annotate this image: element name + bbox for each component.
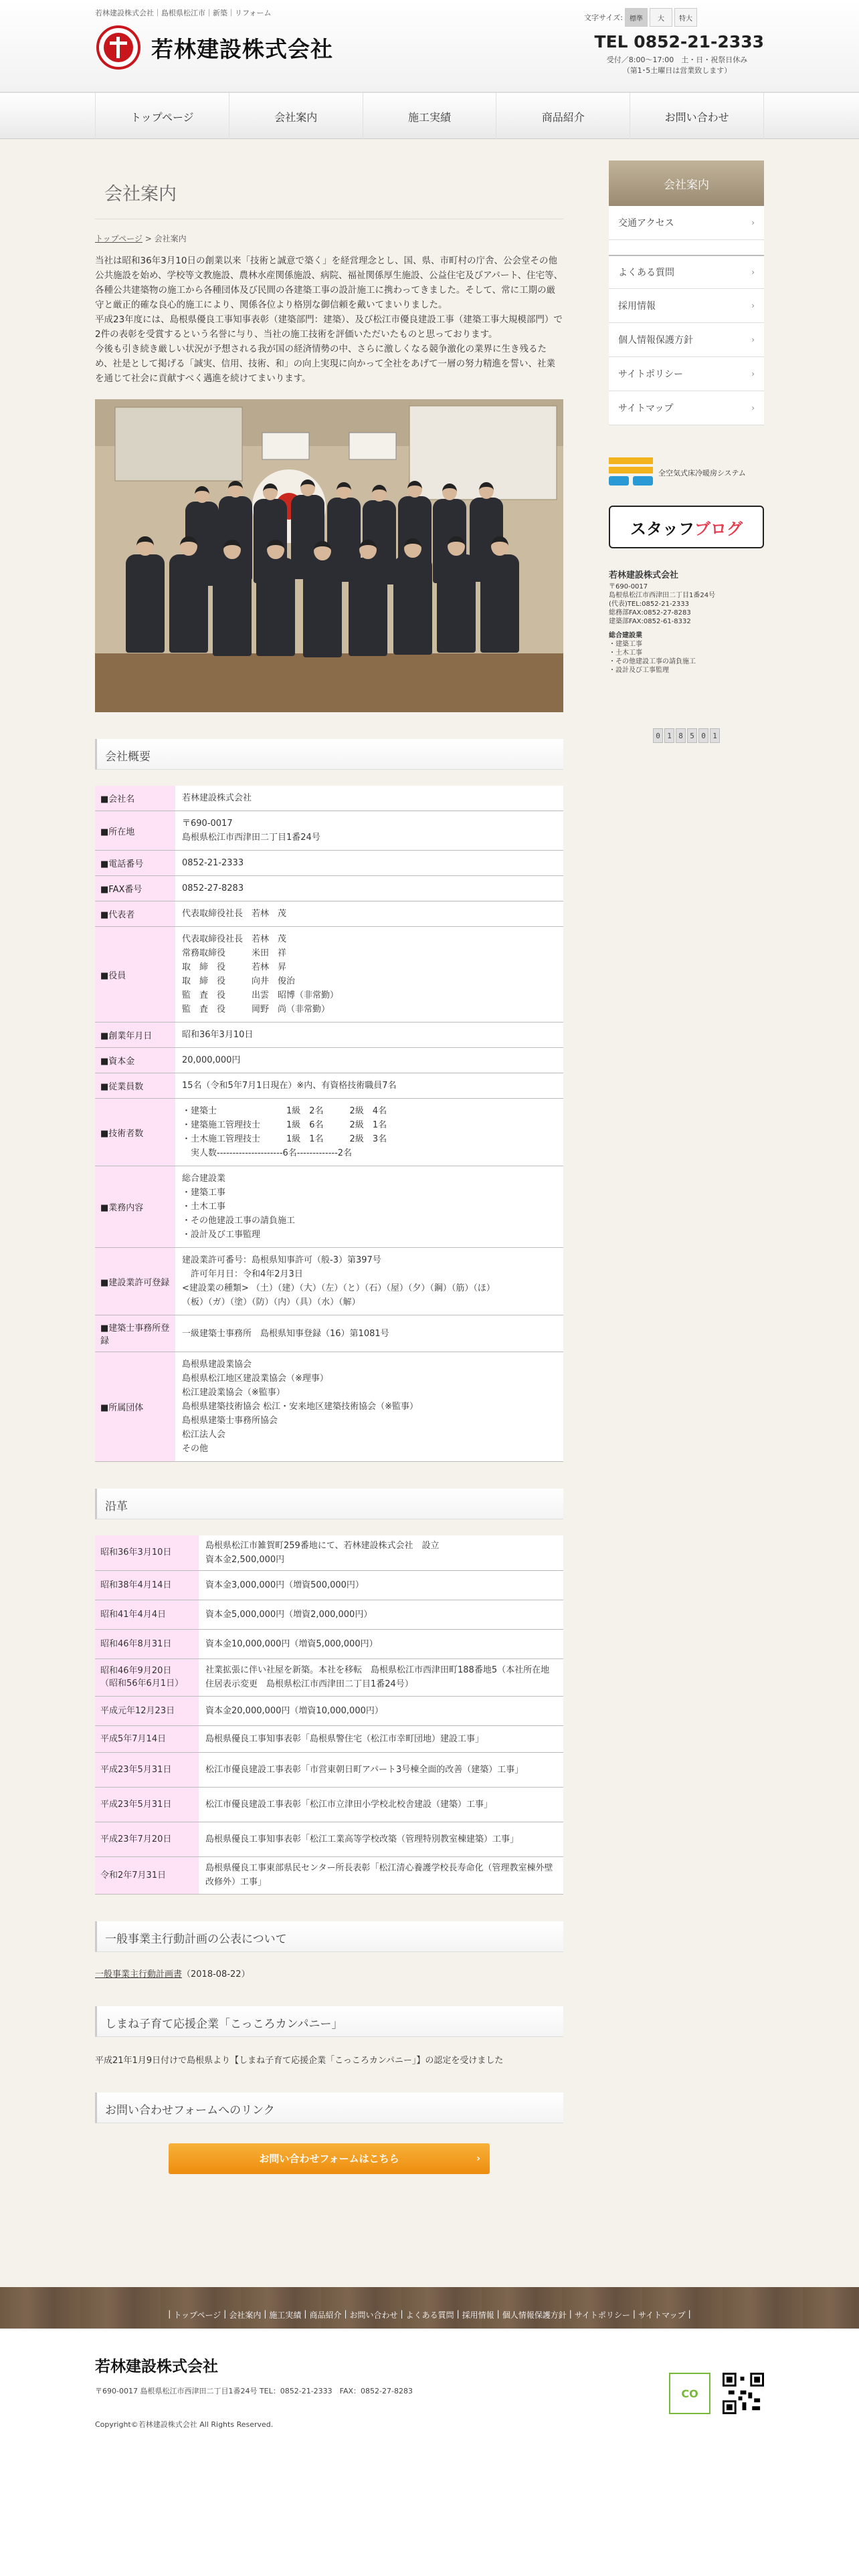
overview-value: 建設業許可番号：島根県知事許可（般-3）第397号 許可年月日：令和4年2月3日 <建設業の種類> （土）（建）（大）（左）（と）（石）（屋）（夕）（鋼）（筋）（ほ） （板）（ガ）（塗）（防）（内）（具）（水）（解） [175,1248,563,1315]
overview-label: ■創業年月日 [95,1023,175,1048]
floor-heating-banner-text: 全空気式床冷暖房システム [658,469,746,477]
footer-link-separator: | [632,2309,636,2319]
overview-row [95,1166,563,1248]
footer-link-separator: | [264,2309,267,2319]
sidebar [609,160,764,2174]
history-row [95,1658,563,1696]
overview-value: 20,000,000円 [175,1048,563,1073]
sidebar-address: 島根県松江市西津田二丁目1番24号 [609,592,716,599]
footer-link[interactable]: 商品紹介 [309,2311,342,2320]
floor-heating-banner[interactable] [609,457,764,488]
history-date: 平成23年5月31日 [95,1787,199,1822]
history-event: 島根県優良工事知事表彰「松江工業高等学校改築（管理特別教室棟建築）工事」 [199,1822,563,1856]
chevron-right-icon: › [476,2153,480,2164]
person-silhouette [180,536,197,556]
history-event: 松江市優良建設工事表彰「市営東朝日町アパート3号棟全面的改善（建築）工事」 [199,1752,563,1787]
company-history-table [95,1535,563,1895]
person-silhouette [349,558,388,656]
breadcrumb-home-link[interactable]: トップページ [95,234,142,243]
sidebar-fax-1: 総務部FAX:0852-27-8283 [609,609,691,617]
overview-row [95,1099,563,1166]
sidebar-business-item: ・その他建設工事の請負施工 [609,658,696,665]
history-date: 昭和46年9月20日 （昭和56年6月1日） [95,1658,199,1696]
history-heading: 沿革 [95,1489,563,1519]
history-date: 平成23年5月31日 [95,1752,199,1787]
kokoro-text: 平成21年1月9日付けで島根県より【しまね子育て応援企業「こっころカンパニー」】の認定を受けました [95,2055,504,2066]
history-row [95,1535,563,1570]
person-silhouette [491,536,508,556]
blog-banner-text-2: ブログ [694,519,743,538]
overview-value: 一級建築士事務所 島根県知事登録（16）第1081号 [175,1315,563,1352]
sidebar-menu [609,206,764,425]
hours-line-2: （第1･5土曜日は営業致します） [622,66,732,75]
footer-link-separator: | [496,2309,500,2319]
sidebar-item-privacy[interactable] [609,323,764,357]
overview-label: ■電話番号 [95,851,175,876]
overview-value: 0852-21-2333 [175,851,563,876]
chevron-right-icon: › [751,369,755,379]
footer-link[interactable]: サイトポリシー [574,2311,630,2320]
person-silhouette [169,554,209,653]
page-title: 会社案内 [95,160,563,219]
history-date: 平成5年7月14日 [95,1725,199,1752]
person-silhouette [393,556,433,655]
font-size-label: 文字サイズ: [584,13,623,22]
history-row [95,1600,563,1629]
footer-link-separator: | [344,2309,347,2319]
overview-label: ■技術者数 [95,1099,175,1166]
breadcrumb [95,233,563,244]
footer-link[interactable]: 個人情報保護方針 [502,2311,567,2320]
sidebar-business-title: 総合建設業 [609,632,642,639]
sidebar-company-name: 若林建設株式会社 [609,570,679,580]
co2-badge-text: CO [681,2387,698,2400]
footer-link-separator: | [456,2309,460,2319]
action-plan-row [95,1967,563,1979]
counter-digit: 0 [653,728,663,743]
contact-form-button-label: お問い合わせフォームはこちら [259,2153,399,2165]
footer-link-separator: | [223,2309,227,2319]
person-silhouette [223,540,240,559]
nav-item-company[interactable]: 会社案内 [229,93,363,140]
footer-link-separator: | [400,2309,403,2319]
overview-value: 総合建設業 ・建築工事 ・土木工事 ・その他建設工事の請負施工 ・設計及び工事監理 [175,1166,563,1248]
sidebar-item-faq[interactable] [609,255,764,289]
footer-company-name: 若林建設株式会社 [95,2358,218,2375]
site-logo[interactable] [96,25,333,70]
site-footer [0,2329,859,2555]
counter-digit: 0 [698,728,708,743]
sidebar-item-site-policy[interactable] [609,357,764,391]
sidebar-item-label: 個人情報保護方針 [618,335,693,346]
footer-nav-bar [0,2287,859,2329]
person-silhouette [314,541,330,560]
chevron-right-icon: › [751,301,755,310]
action-plan-date: （2018-08-22） [182,1969,250,1979]
sidebar-item-label: サイトポリシー [618,369,684,380]
sidebar-item-recruit[interactable] [609,289,764,323]
sidebar-business-item: ・土木工事 [609,649,642,657]
overview-label: ■建設業許可登録 [95,1248,175,1315]
overview-row [95,901,563,927]
counter-digit: 1 [664,728,674,743]
footer-link-separator: | [304,2309,307,2319]
logo-mark-icon [96,25,140,70]
history-event: 資本金20,000,000円（増資10,000,000円） [199,1696,563,1725]
overview-row [95,927,563,1023]
overview-row [95,1023,563,1048]
person-silhouette [372,485,387,502]
staff-blog-banner[interactable] [609,506,764,548]
overview-value: 代表取締役社長 若林 茂 常務取締役 米田 祥 取 締 役 若林 昇 取 締 役 向井 俊治 監 査 役 出雲 昭博（非常勤） 監 査 役 岡野 尚（非常勤） [175,927,563,1023]
font-size-xlarge-button[interactable]: 特大 [674,8,697,27]
history-event: 資本金3,000,000円（増資500,000円） [199,1570,563,1600]
person-silhouette [126,554,165,653]
overview-row [95,851,563,876]
person-silhouette [359,540,376,559]
nav-item-works[interactable]: 施工実績 [363,93,496,140]
header-contact [590,32,764,76]
chevron-right-icon: › [751,403,755,413]
history-row [95,1787,563,1822]
main-content [95,160,563,2174]
footer-link[interactable]: サイトマップ [638,2311,686,2320]
overview-row [95,1315,563,1352]
nav-item-products[interactable]: 商品紹介 [496,93,630,140]
chevron-right-icon: › [751,335,755,344]
footer-address: 〒690-0017 島根県松江市西津田二丁目1番24号 TEL：0852-21-2333 FAX：0852-27-8283 [95,2387,413,2395]
company-name: 若林建設株式会社 [151,35,333,62]
sidebar-item-label: よくある質問 [618,267,674,278]
history-row [95,1856,563,1894]
font-size-switcher [584,8,697,27]
person-silhouette [480,554,520,653]
sidebar-item-sitemap[interactable] [609,391,764,425]
kokoro-heading: しまね子育て応援企業「こっころカンパニー」 [95,2006,563,2037]
sidebar-zip: 〒690-0017 [609,583,648,591]
history-event: 島根県優良工事知事表彰「島根県警住宅（松江市幸町団地）建設工事」 [199,1725,563,1752]
footer-link[interactable]: 採用情報 [462,2311,494,2320]
sidebar-business-item: ・設計及び工事監理 [609,667,669,674]
overview-value: 15名（令和5年7月1日現在）※内、有資格技術職員7名 [175,1073,563,1099]
overview-row [95,1048,563,1073]
history-event: 島根県優良工事東部県民センター所長表彰「松江清心養護学校長寿命化（管理教室棟外壁改修外）工事」 [199,1856,563,1894]
person-silhouette [303,559,343,657]
overview-label: ■FAX番号 [95,876,175,901]
overview-row [95,786,563,811]
sidebar-tel: (代表)TEL:0852-21-2333 [609,601,690,608]
qr-code-icon [723,2373,764,2414]
history-row [95,1696,563,1725]
breadcrumb-current: 会社案内 [154,234,187,243]
overview-label: ■業務内容 [95,1166,175,1248]
person-silhouette [300,479,315,496]
action-plan-link[interactable]: 一般事業主行動計画書 [95,1969,183,1979]
overview-label: ■代表者 [95,901,175,927]
header-tagline: 若林建設株式会社｜島根県松江市｜新築｜リフォーム [95,9,272,17]
overview-label: ■役員 [95,927,175,1023]
footer-link-separator: | [688,2309,691,2319]
footer-link[interactable]: 会社案内 [229,2311,262,2320]
history-row [95,1725,563,1752]
person-silhouette [407,481,422,498]
person-silhouette [256,558,296,656]
sidebar-heading: 会社案内 [609,160,764,206]
history-date: 令和2年7月31日 [95,1856,199,1894]
history-row [95,1822,563,1856]
footer-link[interactable]: よくある質問 [405,2311,454,2320]
history-event: 島根県松江市雑賀町259番地にて、若林建設株式会社 設立 資本金2,500,000円 [199,1535,563,1570]
blog-banner-text-1: スタッフ [630,519,694,538]
history-date: 平成23年7月20日 [95,1822,199,1856]
access-counter [609,728,764,743]
sidebar-item-label: 採用情報 [618,301,656,312]
overview-row [95,1352,563,1462]
person-silhouette [136,536,153,556]
nav-item-top[interactable]: トップページ [95,93,229,140]
person-silhouette [195,486,209,503]
person-silhouette [479,482,494,499]
footer-link[interactable]: 施工実績 [269,2311,302,2320]
nav-item-contact[interactable]: お問い合わせ [630,93,764,140]
co2-badge-icon [669,2373,710,2414]
overview-value: 島根県建設業協会 島根県松江地区建設業協会（※理事） 松江建設業協会（※監事） 島根県建築技術協会 松江・安来地区建築技術協会（※監事） 島根県建築士事務所協会 松江法人会 その他 [175,1352,563,1462]
global-nav [0,92,859,139]
history-date: 昭和41年4月4日 [95,1600,199,1629]
person-silhouette [437,554,476,653]
counter-digit: 1 [710,728,720,743]
font-size-large-button[interactable]: 大 [650,8,672,27]
counter-digit: 5 [687,728,697,743]
counter-digit: 8 [676,728,686,743]
overview-label: ■所在地 [95,811,175,851]
history-date: 昭和46年8月31日 [95,1629,199,1658]
person-silhouette [337,482,351,499]
hours-line-1: 受付／8:00〜17:00 土・日・祝祭日休み [606,56,748,64]
overview-value: 昭和36年3月10日 [175,1023,563,1048]
history-event: 資本金10,000,000円（増資5,000,000円） [199,1629,563,1658]
footer-links [165,2309,693,2321]
person-silhouette [228,481,243,498]
chevron-right-icon: › [751,267,755,277]
sidebar-item-access[interactable] [609,206,764,240]
overview-value: 〒690-0017 島根県松江市西津田二丁目1番24号 [175,811,563,851]
overview-label: ■従業員数 [95,1073,175,1099]
history-event: 社業拡張に伴い社屋を新築。本社を移転 島根県松江市西津田町188番地5（本社所在地住居表示変更 島根県松江市西津田二丁目1番24号） [199,1658,563,1696]
footer-copyright: Copyright©若林建設株式会社 All Rights Reserved. [95,2420,274,2429]
font-size-standard-button[interactable]: 標準 [625,8,648,27]
sidebar-company-info [609,571,764,675]
sidebar-fax-2: 建築部FAX:0852-61-8332 [609,618,691,625]
person-silhouette [267,540,284,559]
company-overview-table [95,786,563,1462]
history-row [95,1629,563,1658]
overview-label: ■会社名 [95,786,175,811]
sidebar-business-item: ・建築工事 [609,641,642,648]
footer-link-separator: | [168,2309,171,2319]
history-event: 松江市優良建設工事表彰「松江市立津田小学校北校舎建設（建築）工事」 [199,1787,563,1822]
overview-heading: 会社概要 [95,739,563,770]
overview-row [95,876,563,901]
history-event: 資本金5,000,000円（増資2,000,000円） [199,1600,563,1629]
overview-row [95,1248,563,1315]
sidebar-item-label: サイトマップ [618,403,674,414]
breadcrumb-separator: > [142,234,155,243]
person-silhouette [404,538,421,558]
history-row [95,1570,563,1600]
header-tel[interactable]: TEL 0852-21-2333 [594,32,764,51]
overview-value: 若林建設株式会社 [175,786,563,811]
history-row [95,1752,563,1787]
overview-label: ■所属団体 [95,1352,175,1462]
floor-heating-icon [609,457,653,488]
staff-group-photo [95,399,563,712]
person-silhouette [263,484,278,500]
history-date: 昭和36年3月10日 [95,1535,199,1570]
overview-label: ■建築士事務所登録 [95,1315,175,1352]
overview-row [95,811,563,851]
history-date: 平成元年12月23日 [95,1696,199,1725]
chevron-right-icon: › [751,218,755,227]
footer-link[interactable]: お問い合わせ [349,2311,398,2320]
overview-label: ■資本金 [95,1048,175,1073]
content-area [0,139,859,2287]
overview-value: ・建築士 1級 2名 2級 4名 ・建築施工管理技士 1級 6名 2級 1名 ・土木施工管理技士 1級 1名 2級 3名 実人数---------------------6名-------------2名 [175,1099,563,1166]
footer-link[interactable]: トップページ [173,2311,221,2320]
action-plan-heading: 一般事業主行動計画の公表について [95,1921,563,1952]
person-silhouette [442,484,457,500]
sidebar-item-label: 交通アクセス [618,218,674,229]
intro-text: 当社は昭和36年3月10日の創業以来「技術と誠意で築く」を経営理念とし、国、県、市町村の庁舎、公会堂その他公共施設を始め、学校等文教施設、農林水産関係施設、病院、福祉関係厚生施設、公益住宅及びアパート、住宅等、各種公共建築物の施工から各種団体及び民間の各建築工事の設計施工に携わってきました。そして、常に工期の厳守と厳正的確な良心的施工により、関係各位より格別な御信頼を戴いてまいりました。 平成23年度には、島根県優良工事知事表彰（建築部門：建築）、及び松江市優良建設工事（建築工事大規模部門）で2件の表彰を受賞するという名誉に与り、当社の施工技術を評価いただいたものと思っております。 今後も引き続き厳しい状況が予想される我が国の経済情勢の中、さらに激しくなる競争激化の業界に生き残るため、社是として掲げる「誠実、信用、技術、和」の向上実現に向かって全社をあげて一層の努力精進を誓い、社業を通じて社会に貢献すべく邁進を続けてまいります。 [95,255,563,384]
overview-value: 代表取締役社長 若林 茂 [175,901,563,927]
contact-form-heading: お問い合わせフォームへのリンク [95,2092,563,2123]
person-silhouette [213,558,252,656]
overview-value: 0852-27-8283 [175,876,563,901]
site-header [0,0,859,92]
person-silhouette [448,536,464,556]
overview-row [95,1073,563,1099]
history-date: 昭和38年4月14日 [95,1570,199,1600]
contact-form-button[interactable] [169,2143,490,2174]
footer-link-separator: | [569,2309,572,2319]
